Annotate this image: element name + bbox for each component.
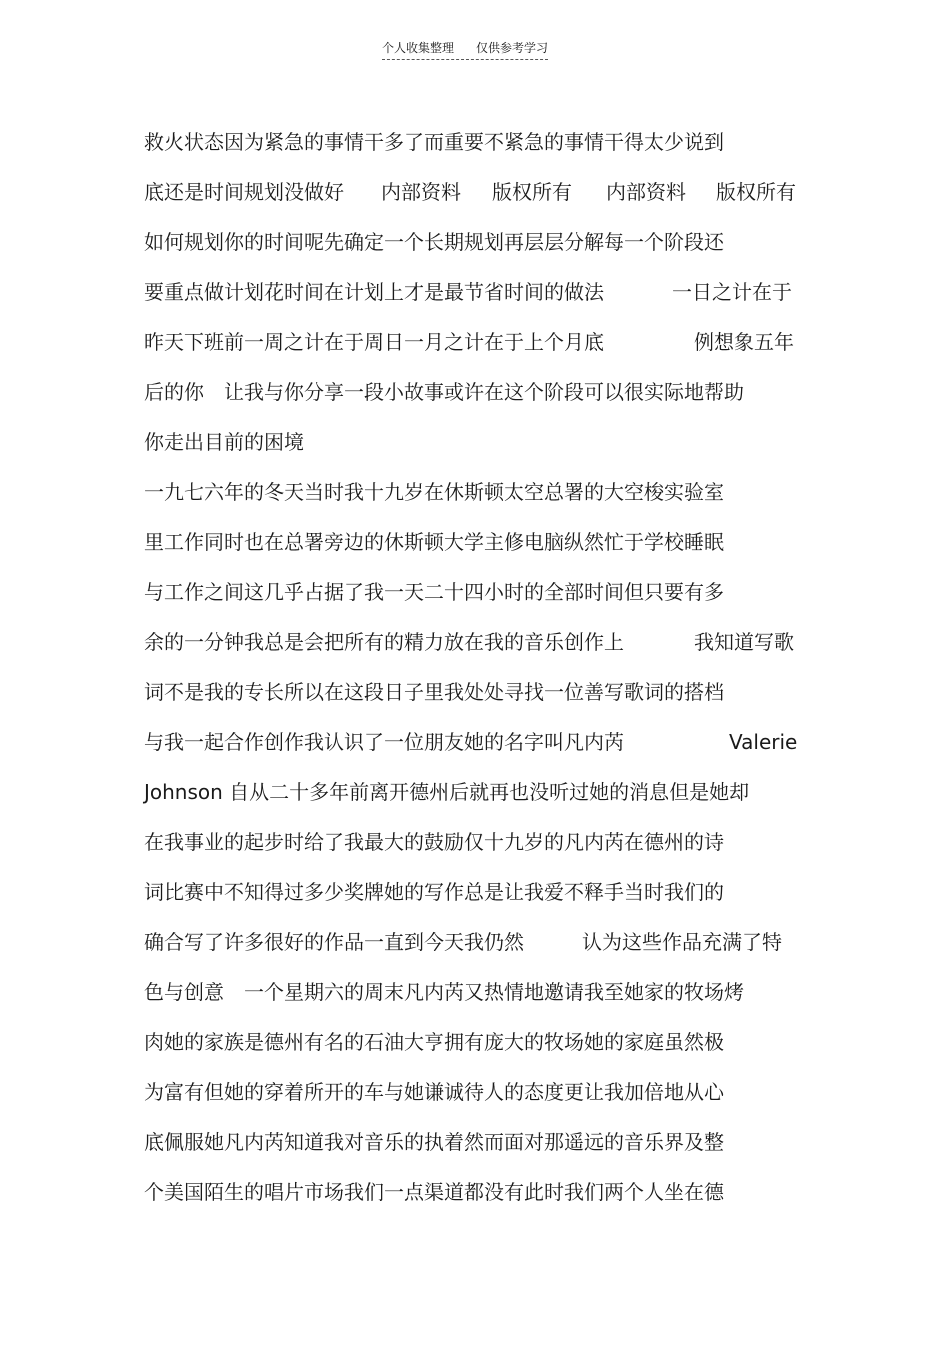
text-line <box>144 475 804 525</box>
text-segment: 余的一分钟我总是会把所有的精力放在我的音乐创作上 <box>144 630 624 654</box>
text-segment: 色与创意 <box>144 980 224 1004</box>
text-segment: 版权所有 <box>716 180 796 204</box>
text-segment: 内部资料 <box>381 180 461 204</box>
text-line <box>144 725 804 775</box>
text-line <box>144 625 804 675</box>
text-segment: 让我与你分享一段小故事或许在这个阶段可以很实际地帮助 <box>224 380 744 404</box>
text-line <box>144 1175 804 1225</box>
text-line <box>144 675 804 725</box>
text-segment: 一个星期六的周末凡内芮又热情地邀请我至她家的牧场烤 <box>244 980 744 1004</box>
text-line <box>144 375 804 425</box>
text-segment: 认为这些作品充满了特 <box>582 930 782 954</box>
text-segment: 版权所有 <box>492 180 572 204</box>
text-segment: 你走出目前的困境 <box>144 430 304 454</box>
text-line <box>144 325 804 375</box>
text-segment: 词不是我的专长所以在这段日子里我处处寻找一位善写歌词的搭档 <box>144 680 724 704</box>
text-line <box>144 575 804 625</box>
text-segment: 内部资料 <box>606 180 686 204</box>
text-segment: 要重点做计划花时间在计划上才是最节省时间的做法 <box>144 280 604 304</box>
text-segment: 与我一起合作创作我认识了一位朋友她的名字叫凡内芮 <box>144 730 624 754</box>
text-segment: Johnson 自从二十多年前离开德州后就再也没听过她的消息但是她却 <box>144 780 750 804</box>
text-segment: 底佩服她凡内芮知道我对音乐的执着然而面对那遥远的音乐界及整 <box>144 1130 724 1154</box>
text-line <box>144 1025 804 1075</box>
text-line <box>144 775 804 825</box>
text-segment: 确合写了许多很好的作品一直到今天我仍然 <box>144 930 524 954</box>
text-line <box>144 1075 804 1125</box>
text-segment: 救火状态因为紧急的事情干多了而重要不紧急的事情干得太少说到 <box>144 130 724 154</box>
text-line <box>144 825 804 875</box>
text-segment: 我知道写歌 <box>694 630 794 654</box>
text-segment: 肉她的家族是德州有名的石油大亨拥有庞大的牧场她的家庭虽然极 <box>144 1030 724 1054</box>
text-line <box>144 275 804 325</box>
text-line <box>144 925 804 975</box>
header-right-text: 仅供参考学习 <box>476 41 549 55</box>
text-segment: 词比赛中不知得过多少奖牌她的写作总是让我爱不释手当时我们的 <box>144 880 724 904</box>
text-line <box>144 525 804 575</box>
text-segment: 一九七六年的冬天当时我十九岁在休斯顿太空总署的大空梭实验室 <box>144 480 724 504</box>
text-segment: 后的你 <box>144 380 204 404</box>
text-line <box>144 975 804 1025</box>
text-segment: 如何规划你的时间呢先确定一个长期规划再层层分解每一个阶段还 <box>144 230 724 254</box>
text-segment: 个美国陌生的唱片市场我们一点渠道都没有此时我们两个人坐在德 <box>144 1180 724 1204</box>
text-line <box>144 175 804 225</box>
text-line <box>144 225 804 275</box>
header-left-text: 个人收集整理 <box>382 41 455 55</box>
text-segment: 在我事业的起步时给了我最大的鼓励仅十九岁的凡内芮在德州的诗 <box>144 830 724 854</box>
text-segment: 与工作之间这几乎占据了我一天二十四小时的全部时间但只要有多 <box>144 580 724 604</box>
text-segment: 底还是时间规划没做好 <box>144 180 344 204</box>
text-line <box>144 125 804 175</box>
text-line <box>144 1125 804 1175</box>
text-segment: 昨天下班前一周之计在于周日一月之计在于上个月底 <box>144 330 604 354</box>
text-segment: 为富有但她的穿着所开的车与她谦诚待人的态度更让我加倍地从心 <box>144 1080 724 1104</box>
text-segment: 里工作同时也在总署旁边的休斯顿大学主修电脑纵然忙于学校睡眠 <box>144 530 724 554</box>
page-header <box>382 40 548 60</box>
text-line <box>144 425 804 475</box>
text-segment: 例想象五年 <box>694 330 794 354</box>
body-text <box>144 125 804 1225</box>
text-segment: 一日之计在于 <box>672 280 792 304</box>
text-line <box>144 875 804 925</box>
text-segment: Valerie <box>729 730 798 754</box>
